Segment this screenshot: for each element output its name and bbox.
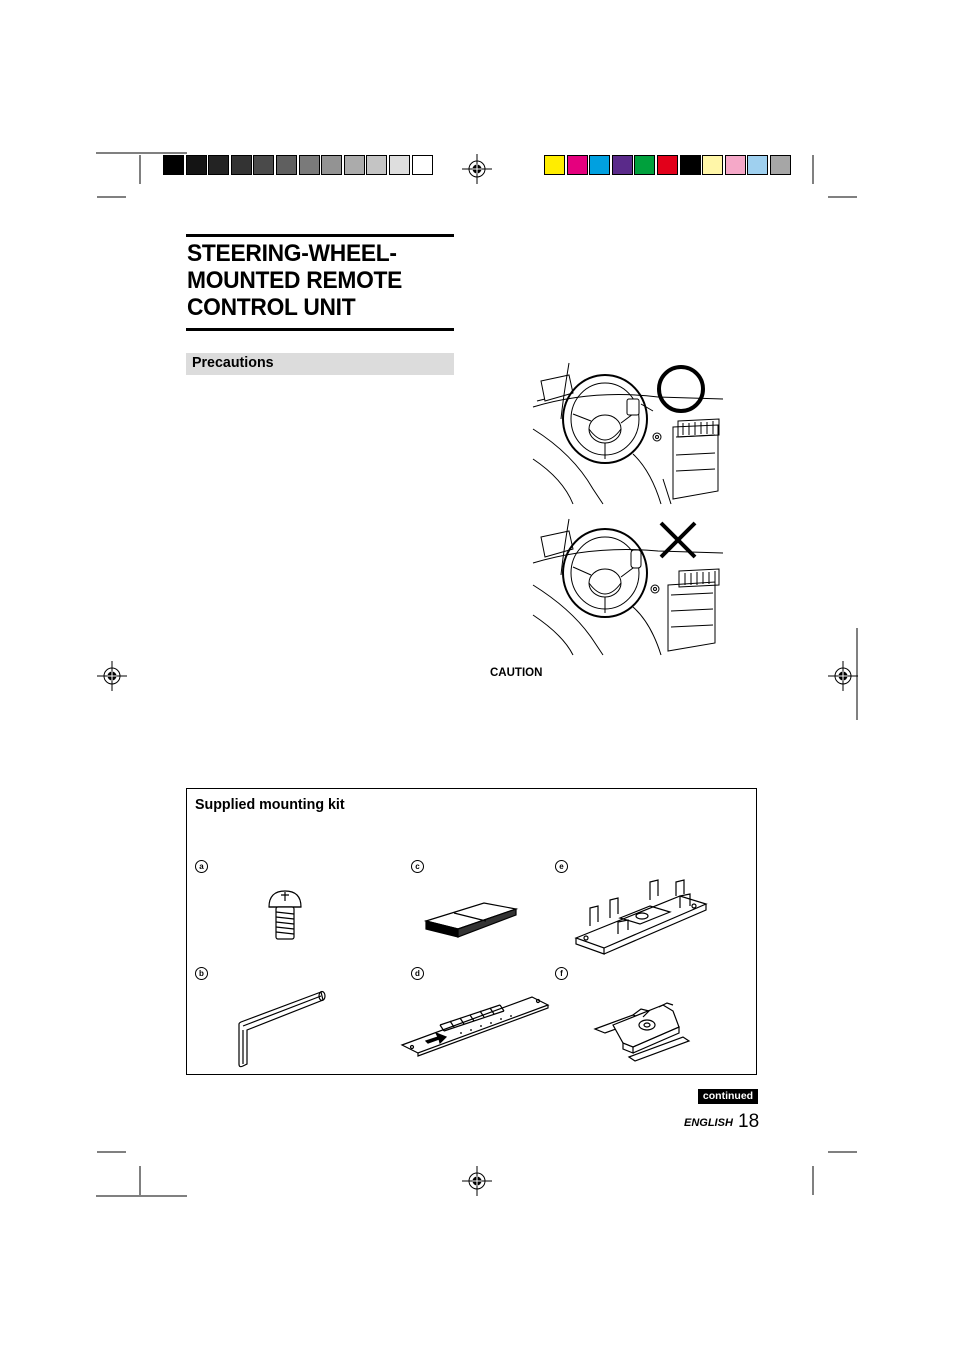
color-swatch <box>567 155 588 175</box>
kit-item-label-d: d <box>411 967 424 980</box>
color-swatch <box>702 155 723 175</box>
gray-swatch <box>208 155 229 175</box>
screw-icon <box>265 887 305 942</box>
color-swatch <box>589 155 610 175</box>
section-heading-bar <box>186 353 454 375</box>
hex-key-icon <box>233 990 328 1070</box>
section-heading: Precautions <box>192 354 274 371</box>
gray-swatch <box>344 155 365 175</box>
mounting-kit-heading: Supplied mounting kit <box>195 796 345 813</box>
kit-item-label-f: f <box>555 967 568 980</box>
page-title-line-1: STEERING-WHEEL- <box>187 240 397 267</box>
gray-swatch <box>186 155 207 175</box>
kit-item-label-e: e <box>555 860 568 873</box>
color-swatch <box>612 155 633 175</box>
title-bottom-rule <box>186 328 454 331</box>
color-swatch <box>544 155 565 175</box>
kit-item-label-c: c <box>411 860 424 873</box>
page-title <box>187 240 436 321</box>
kit-item-label-a: a <box>195 860 208 873</box>
registration-mark-right-icon <box>828 661 858 691</box>
registration-mark-left-icon <box>97 661 127 691</box>
gray-swatch <box>253 155 274 175</box>
holder-clip-icon <box>593 997 693 1062</box>
gray-swatch <box>366 155 387 175</box>
gray-swatch <box>231 155 252 175</box>
gray-swatch <box>163 155 184 175</box>
color-swatch <box>770 155 791 175</box>
adhesive-pad-icon <box>424 893 519 938</box>
caution-label: CAUTION <box>490 667 543 679</box>
language-label: ENGLISH <box>684 1117 733 1129</box>
color-swatch <box>634 155 655 175</box>
mounting-bracket-icon <box>570 878 710 958</box>
page-number: 18 <box>738 1111 760 1132</box>
correct-circle-icon <box>655 363 707 415</box>
title-top-rule <box>186 234 454 237</box>
template-plate-icon <box>400 993 550 1058</box>
gray-swatch <box>321 155 342 175</box>
color-swatch <box>725 155 746 175</box>
page-title-line-2: MOUNTED REMOTE <box>187 267 403 294</box>
gray-swatch <box>389 155 410 175</box>
color-swatch <box>680 155 701 175</box>
color-swatch <box>657 155 678 175</box>
color-swatch <box>747 155 768 175</box>
registration-mark-bottom-icon <box>462 1166 492 1196</box>
kit-item-label-b: b <box>195 967 208 980</box>
registration-mark-top-icon <box>462 154 492 184</box>
gray-swatch <box>276 155 297 175</box>
gray-swatch <box>412 155 433 175</box>
page-title-line-3: CONTROL UNIT <box>187 294 356 321</box>
gray-swatch <box>299 155 320 175</box>
continued-badge: continued <box>698 1089 758 1104</box>
wrong-cross-icon <box>656 518 700 562</box>
